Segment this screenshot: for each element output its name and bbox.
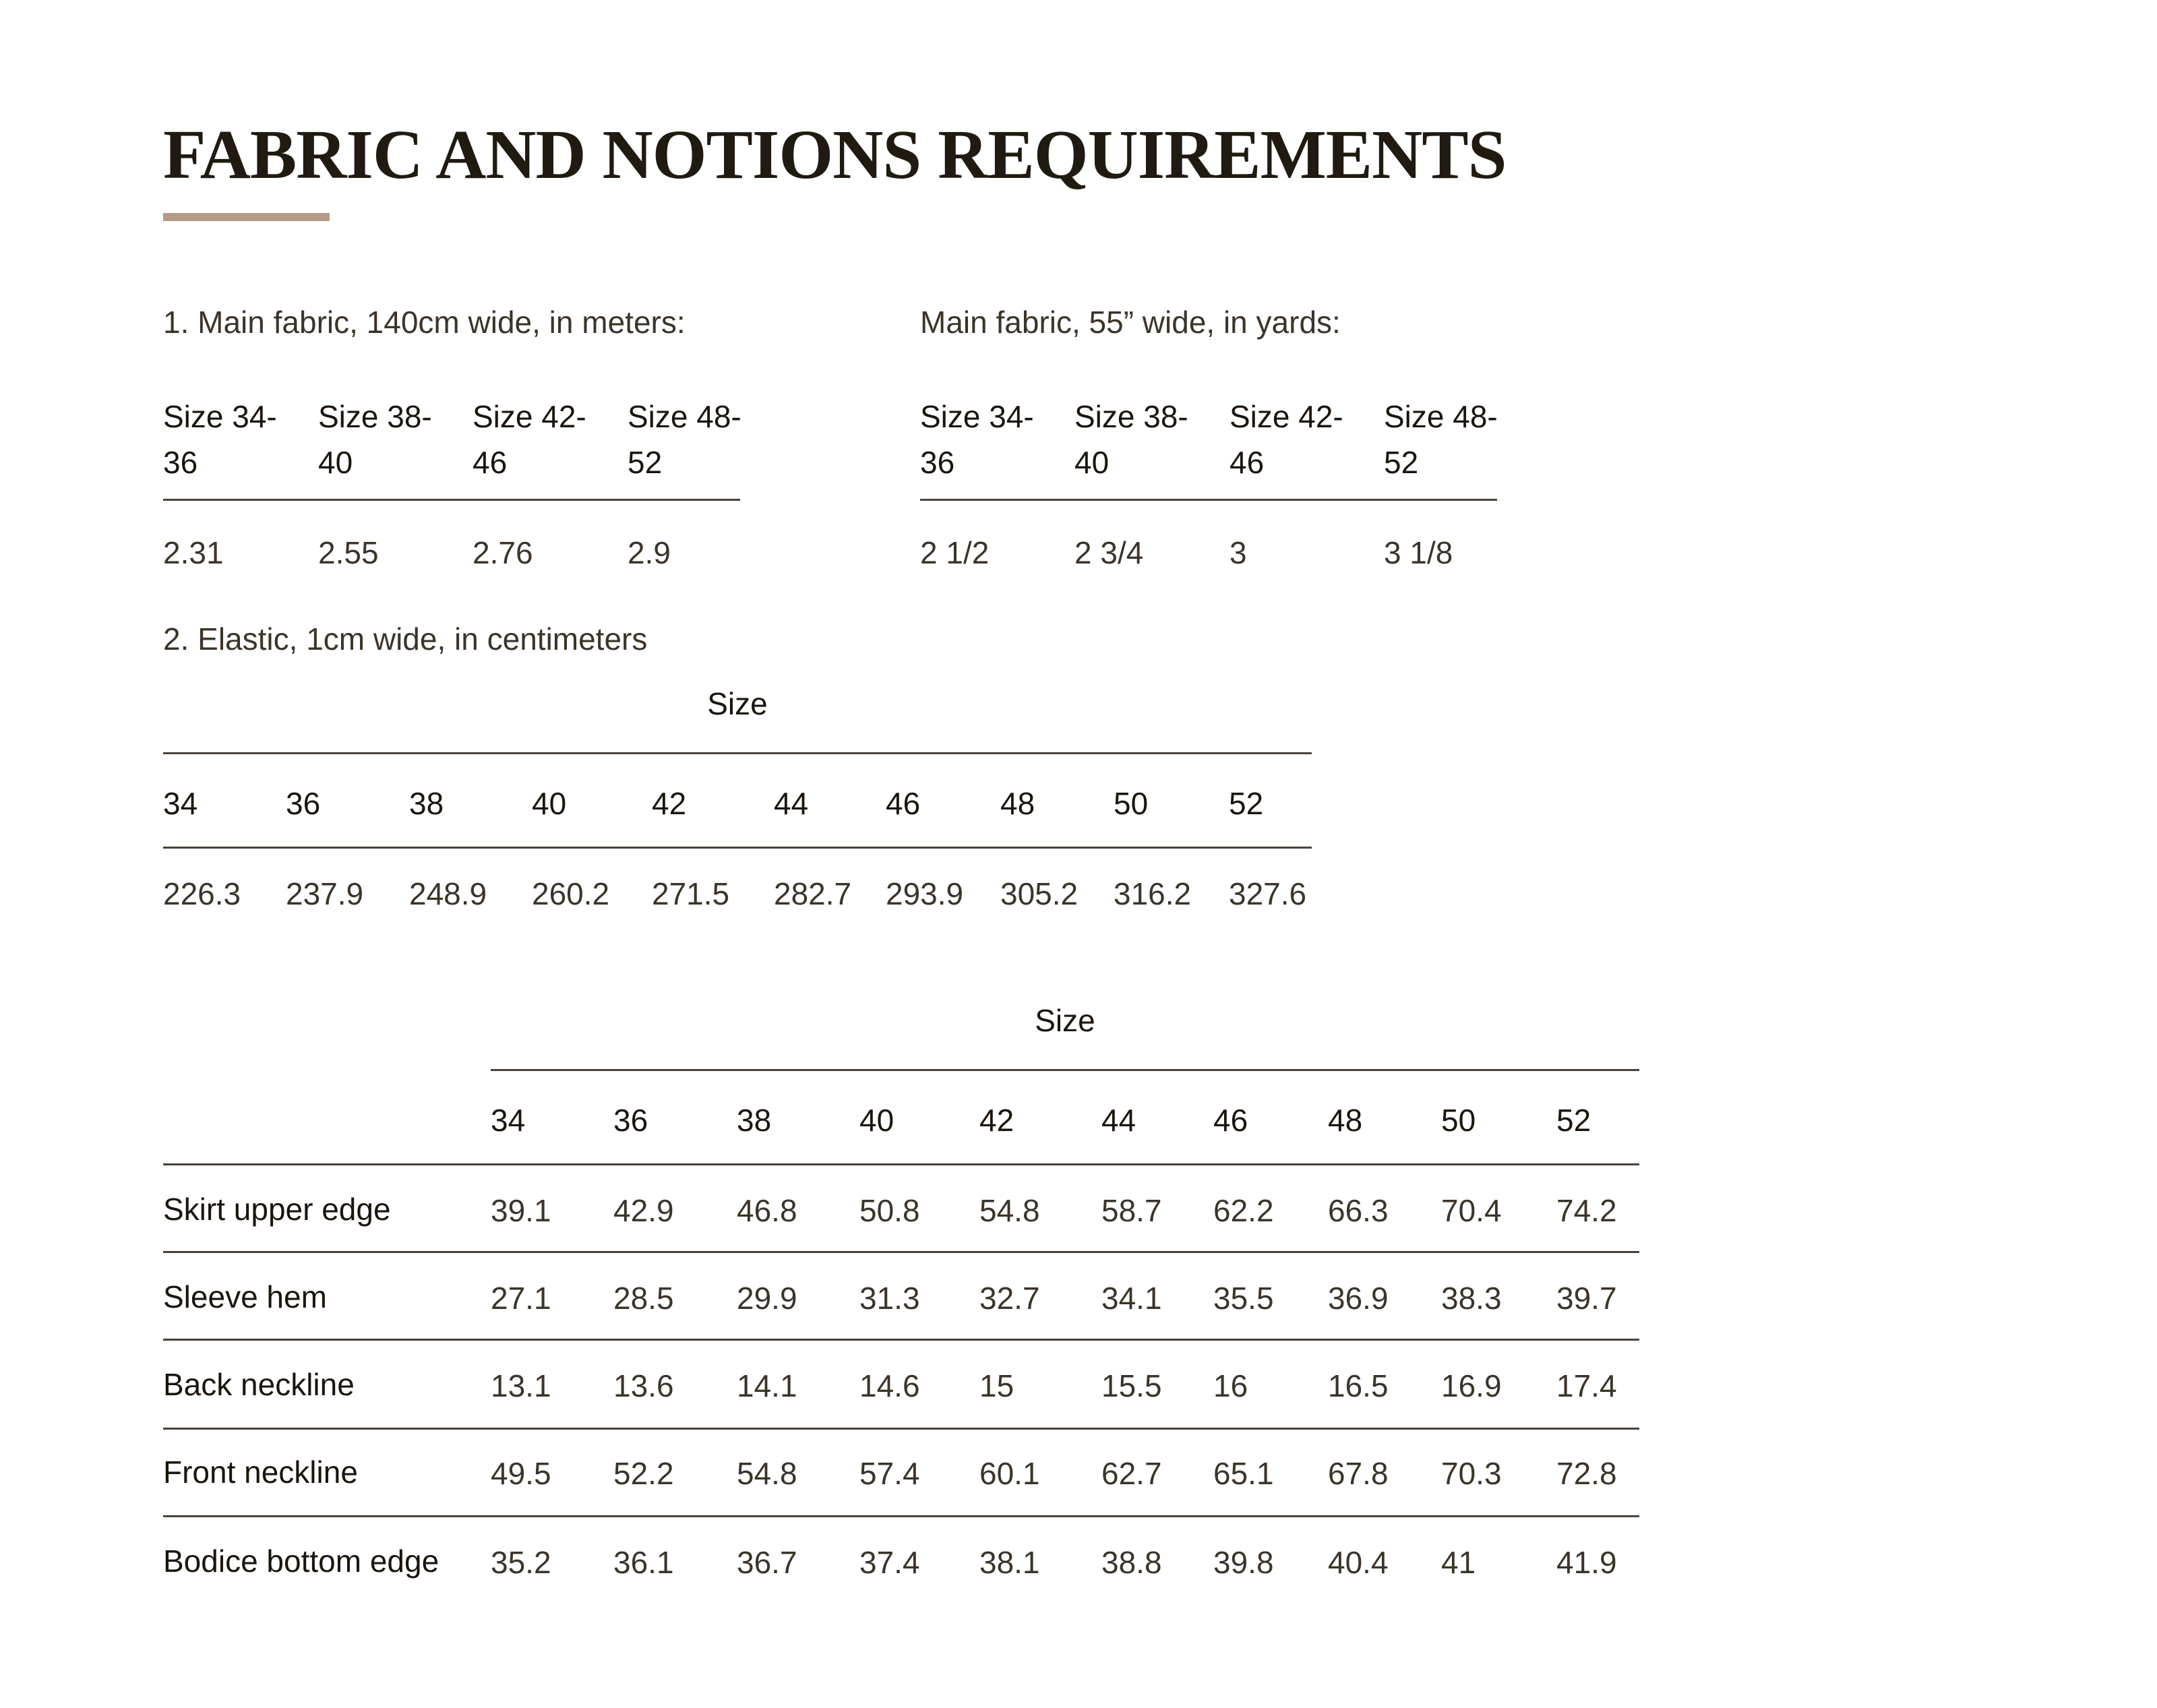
cuts-size-column: 40 <box>859 1103 894 1138</box>
fabric-metric-value: 2.76 <box>473 535 533 570</box>
fabric-imperial-header: Size 48-52 <box>1384 399 1498 480</box>
table-divider <box>163 752 1312 754</box>
fabric-metric-value: 2.9 <box>628 535 671 570</box>
cuts-size-column: 46 <box>1213 1103 1248 1138</box>
table-cell: 72.8 <box>1556 1456 1617 1491</box>
table-cell: 13.1 <box>491 1368 551 1403</box>
table-cell: 16.5 <box>1328 1368 1389 1403</box>
table-cell: 36.7 <box>737 1545 797 1580</box>
row-label-back-neckline: Back neckline <box>163 1367 355 1402</box>
cuts-size-column: 44 <box>1101 1103 1136 1138</box>
table-cell: 14.1 <box>737 1368 797 1403</box>
cuts-size-column: 50 <box>1441 1103 1476 1138</box>
elastic-size-column: 44 <box>774 786 809 821</box>
table-cell: 62.7 <box>1101 1456 1162 1491</box>
table-divider <box>920 499 1497 501</box>
cuts-size-column: 34 <box>491 1103 526 1138</box>
elastic-length: 316.2 <box>1114 876 1192 911</box>
elastic-length: 293.9 <box>886 876 964 911</box>
row-label-bodice-bottom-edge: Bodice bottom edge <box>163 1544 439 1579</box>
elastic-length: 226.3 <box>163 876 241 911</box>
fabric-metric-header: Size 38-40 <box>318 399 432 480</box>
table-cell: 16.9 <box>1441 1368 1502 1403</box>
table-divider <box>163 1515 1639 1517</box>
row-label-sleeve-hem: Sleeve hem <box>163 1279 327 1314</box>
elastic-length: 260.2 <box>532 876 610 911</box>
elastic-size-column: 46 <box>886 786 921 821</box>
row-label-skirt-upper-edge: Skirt upper edge <box>163 1192 391 1227</box>
table-cell: 14.6 <box>859 1368 920 1403</box>
table-cell: 36.1 <box>613 1545 674 1580</box>
table-cell: 39.1 <box>491 1193 551 1228</box>
elastic-size-column: 50 <box>1114 786 1149 821</box>
table-cell: 74.2 <box>1556 1193 1617 1228</box>
elastic-size-column: 38 <box>409 786 444 821</box>
table-cell: 38.3 <box>1441 1281 1502 1316</box>
elastic-size-column: 42 <box>652 786 687 821</box>
table-cell: 35.5 <box>1213 1281 1274 1316</box>
table-cell: 52.2 <box>613 1456 674 1491</box>
fabric-imperial-header: Size 34-36 <box>920 399 1034 480</box>
table-cell: 58.7 <box>1101 1193 1162 1228</box>
elastic-size-column: 36 <box>286 786 321 821</box>
table-cell: 70.3 <box>1441 1456 1502 1491</box>
row-label-front-neckline: Front neckline <box>163 1455 358 1490</box>
table-cell: 50.8 <box>859 1193 920 1228</box>
table-cell: 49.5 <box>491 1456 551 1491</box>
table-cell: 27.1 <box>491 1281 551 1316</box>
elastic-length: 271.5 <box>652 876 730 911</box>
fabric-imperial-value: 2 1/2 <box>920 535 990 570</box>
table-cell: 36.9 <box>1328 1281 1389 1316</box>
table-divider <box>163 1251 1639 1253</box>
fabric-metric-header: Size 48-52 <box>628 399 741 480</box>
table-cell: 62.2 <box>1213 1193 1274 1228</box>
fabric-metric-value: 2.55 <box>318 535 379 570</box>
table-cell: 41.9 <box>1556 1545 1617 1580</box>
table-cell: 66.3 <box>1328 1193 1389 1228</box>
table-cell: 40.4 <box>1328 1545 1389 1580</box>
elastic-size-column: 52 <box>1229 786 1264 821</box>
title-underline <box>163 213 330 221</box>
table-cell: 34.1 <box>1101 1281 1162 1316</box>
elastic-length: 237.9 <box>286 876 364 911</box>
table-cell: 13.6 <box>613 1368 674 1403</box>
fabric-imperial-value: 2 3/4 <box>1074 535 1144 570</box>
table-cell: 54.8 <box>979 1193 1040 1228</box>
table-cell: 38.1 <box>979 1545 1040 1580</box>
elastic-length: 248.9 <box>409 876 487 911</box>
elastic-length: 327.6 <box>1229 876 1307 911</box>
table-cell: 32.7 <box>979 1281 1040 1316</box>
table-divider <box>491 1069 1639 1071</box>
table-cell: 17.4 <box>1556 1368 1617 1403</box>
elastic-size-column: 34 <box>163 786 198 821</box>
table-cell: 42.9 <box>613 1193 674 1228</box>
cuts-size-column: 42 <box>979 1103 1014 1138</box>
table-cell: 57.4 <box>859 1456 920 1491</box>
elastic-size-column: 40 <box>532 786 567 821</box>
table-divider <box>163 1339 1639 1341</box>
table-cell: 15 <box>979 1368 1014 1403</box>
page-title: FABRIC AND NOTIONS REQUIREMENTS <box>163 116 1507 193</box>
table-cell: 39.7 <box>1556 1281 1617 1316</box>
table-divider <box>163 847 1312 849</box>
fabric-imperial-header: Size 42-46 <box>1229 399 1343 480</box>
cuts-size-heading: Size <box>1035 1003 1095 1038</box>
table-cell: 15.5 <box>1101 1368 1162 1403</box>
elastic-length: 282.7 <box>774 876 852 911</box>
table-cell: 60.1 <box>979 1456 1040 1491</box>
fabric-metric-header: Size 34-36 <box>163 399 277 480</box>
table-cell: 54.8 <box>737 1456 797 1491</box>
cuts-size-column: 38 <box>737 1103 772 1138</box>
table-cell: 39.8 <box>1213 1545 1274 1580</box>
table-divider <box>163 1428 1639 1430</box>
fabric-metric-caption: 1. Main fabric, 140cm wide, in meters: <box>163 305 686 340</box>
cuts-size-column: 48 <box>1328 1103 1363 1138</box>
table-cell: 38.8 <box>1101 1545 1162 1580</box>
table-cell: 28.5 <box>613 1281 674 1316</box>
table-cell: 67.8 <box>1328 1456 1389 1491</box>
table-cell: 46.8 <box>737 1193 797 1228</box>
elastic-size-heading: Size <box>707 686 768 721</box>
table-cell: 16 <box>1213 1368 1248 1403</box>
fabric-imperial-header: Size 38-40 <box>1074 399 1188 480</box>
fabric-imperial-value: 3 1/8 <box>1384 535 1453 570</box>
fabric-imperial-value: 3 <box>1229 535 1247 570</box>
cuts-size-column: 52 <box>1556 1103 1591 1138</box>
elastic-length: 305.2 <box>1000 876 1078 911</box>
fabric-metric-header: Size 42-46 <box>473 399 586 480</box>
elastic-caption: 2. Elastic, 1cm wide, in centimeters <box>163 621 648 657</box>
fabric-imperial-caption: Main fabric, 55” wide, in yards: <box>920 305 1341 340</box>
table-cell: 31.3 <box>859 1281 920 1316</box>
table-cell: 70.4 <box>1441 1193 1502 1228</box>
table-cell: 29.9 <box>737 1281 797 1316</box>
table-divider <box>163 1163 1639 1165</box>
table-cell: 41 <box>1441 1545 1476 1580</box>
fabric-metric-value: 2.31 <box>163 535 224 570</box>
table-cell: 37.4 <box>859 1545 920 1580</box>
table-cell: 65.1 <box>1213 1456 1274 1491</box>
cuts-size-column: 36 <box>613 1103 648 1138</box>
elastic-size-column: 48 <box>1000 786 1035 821</box>
table-cell: 35.2 <box>491 1545 551 1580</box>
table-divider <box>163 499 740 501</box>
